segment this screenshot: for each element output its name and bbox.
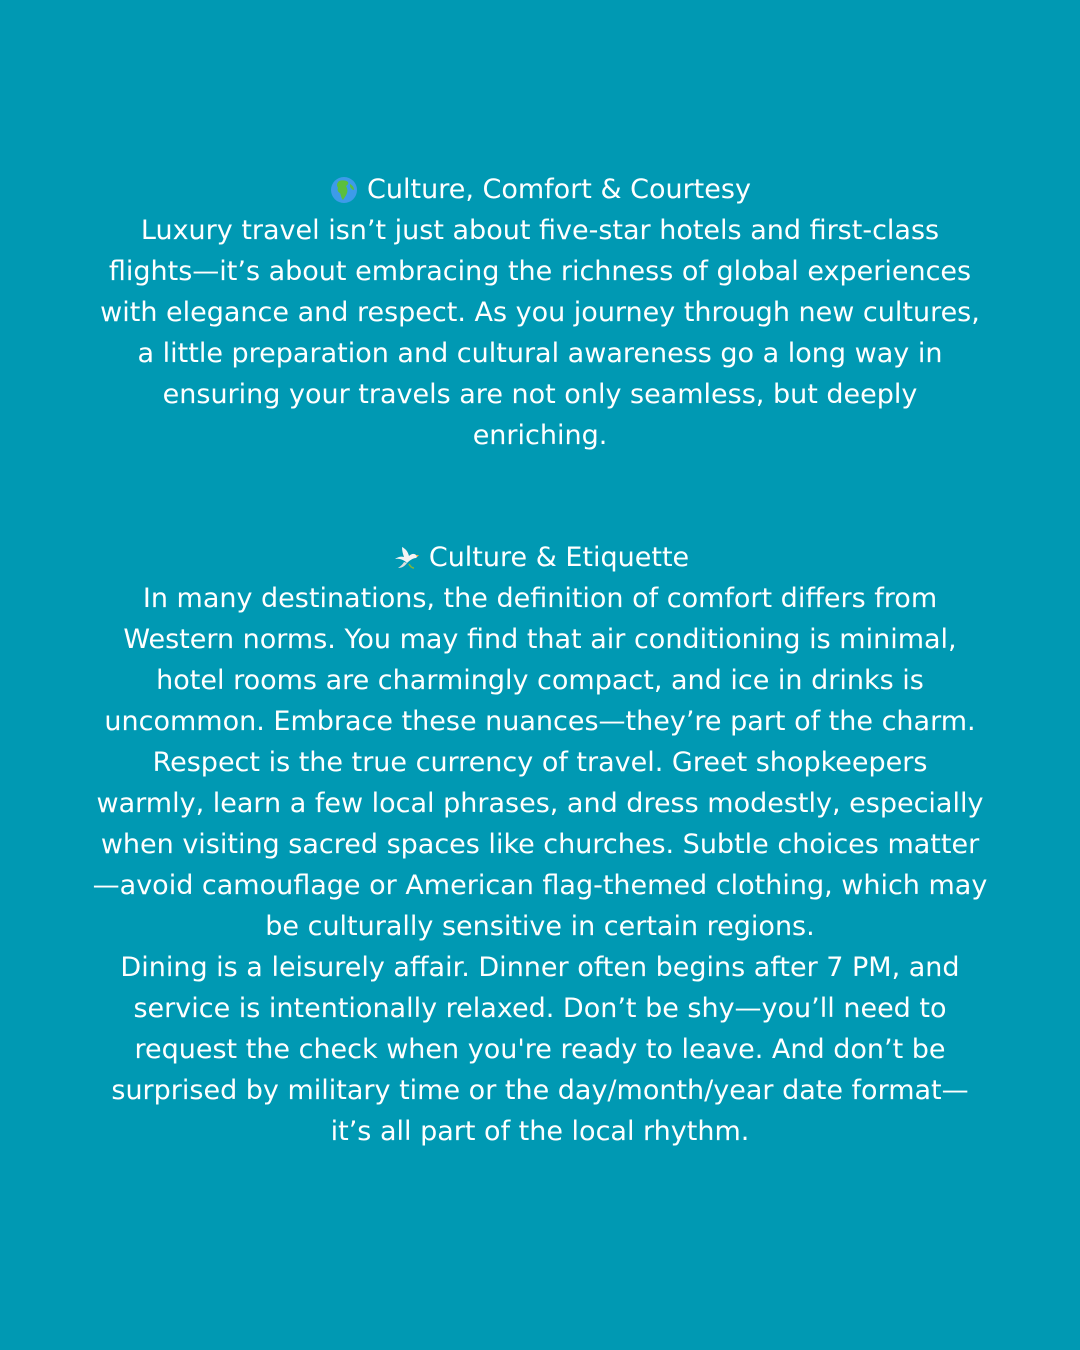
body-line: Luxury travel isn’t just about five-star hotels and first-class bbox=[140, 215, 940, 246]
body-line: Dining is a leisurely affair. Dinner often begins after 7 PM, and bbox=[120, 952, 960, 983]
body-line: a little preparation and cultural awareness go a long way in bbox=[137, 338, 943, 369]
body-line: In many destinations, the definition of comfort differs from bbox=[142, 583, 938, 614]
body-line: ensuring your travels are not only seamless, but deeply bbox=[162, 379, 918, 410]
section-heading: Culture & Etiquette bbox=[428, 542, 690, 573]
body-line: uncommon. Embrace these nuances—they’re part of the charm. bbox=[104, 706, 976, 737]
section-heading-row bbox=[70, 537, 1010, 578]
body-line: hotel rooms are charmingly compact, and ice in drinks is bbox=[156, 665, 924, 696]
body-line: flights—it’s about embracing the richness of global experiences bbox=[108, 256, 972, 287]
body-line: warmly, learn a few local phrases, and dress modestly, especially bbox=[96, 788, 984, 819]
body-line: be culturally sensitive in certain regions. bbox=[265, 911, 815, 942]
body-line: —avoid camouflage or American flag-themed clothing, which may bbox=[92, 870, 988, 901]
body-line: Respect is the true currency of travel. Greet shopkeepers bbox=[152, 747, 928, 778]
globe-africa-icon bbox=[329, 175, 359, 205]
section-heading: Culture, Comfort & Courtesy bbox=[367, 174, 751, 205]
dove-icon bbox=[391, 543, 421, 573]
culture-comfort-section bbox=[70, 169, 1010, 456]
culture-etiquette-section bbox=[70, 537, 1010, 1152]
section-heading-row bbox=[70, 169, 1010, 210]
body-line: enriching. bbox=[472, 420, 608, 451]
body-line: surprised by military time or the day/month/year date format— bbox=[111, 1075, 969, 1106]
body-line: Western norms. You may find that air conditioning is minimal, bbox=[123, 624, 957, 655]
body-line: when visiting sacred spaces like churches. Subtle choices matter bbox=[100, 829, 980, 860]
body-line: it’s all part of the local rhythm. bbox=[330, 1116, 750, 1147]
body-line: with elegance and respect. As you journey through new cultures, bbox=[100, 297, 980, 328]
body-line: service is intentionally relaxed. Don’t be shy—you’ll need to bbox=[133, 993, 947, 1024]
body-line: request the check when you're ready to leave. And don’t be bbox=[134, 1034, 946, 1065]
